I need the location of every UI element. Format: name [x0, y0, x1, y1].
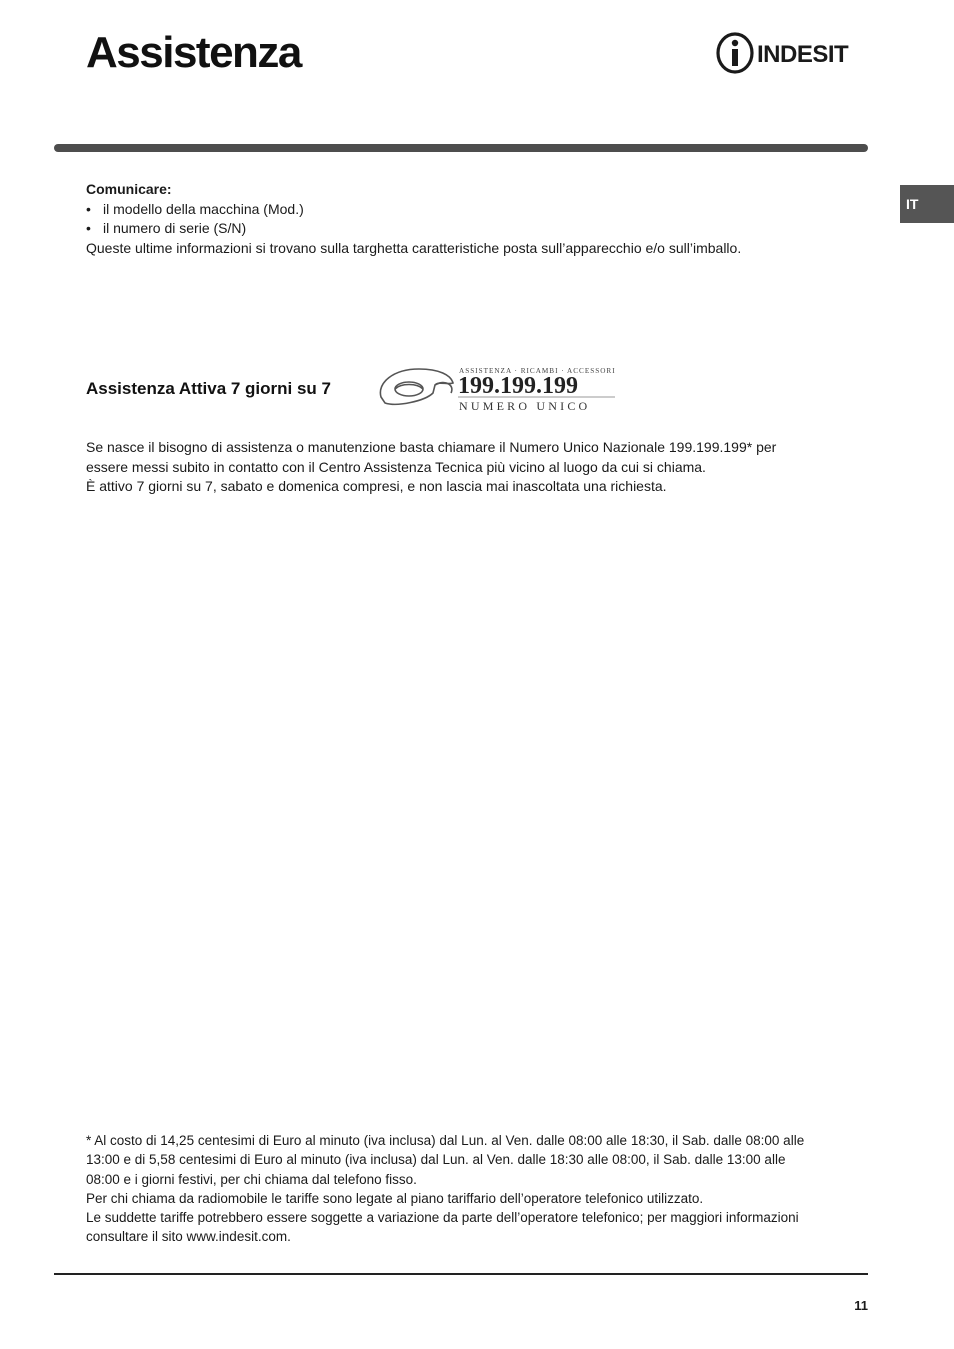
- telephone-icon: [380, 369, 453, 404]
- footnote-line: 08:00 e i giorni festivi, per chi chiama dal telefono fisso.: [86, 1171, 417, 1187]
- bullet-text: il modello della macchina (Mod.): [103, 200, 304, 217]
- indesit-logo: [715, 31, 871, 75]
- badge-number: 199.199.199: [458, 373, 578, 399]
- paragraph-line: Se nasce il bisogno di assistenza o manutenzione basta chiamare il Numero Unico Nazionale 199.199.199* per: [86, 439, 777, 455]
- footnote-line: consultare il sito www.indesit.com.: [86, 1229, 291, 1245]
- top-divider: [54, 144, 868, 152]
- paragraph-line: È attivo 7 giorni su 7, sabato e domenica compresi, e non lascia mai inascoltata una richiesta.: [86, 478, 667, 494]
- communicate-section: [86, 180, 886, 258]
- list-item: [86, 219, 886, 239]
- badge-tagline: ASSISTENZA · RICAMBI · ACCESSORI: [459, 367, 616, 375]
- communicate-heading: Comunicare:: [86, 181, 172, 197]
- tariff-footnote: [86, 1131, 886, 1247]
- numero-unico-badge: [375, 363, 620, 415]
- assistance-text: [86, 438, 886, 497]
- bottom-divider: [54, 1273, 868, 1275]
- paragraph-line: essere messi subito in contatto con il Centro Assistenza Tecnica più vicino al luogo da cui si chiama.: [86, 458, 706, 475]
- page-title: Assistenza: [86, 28, 301, 77]
- badge-caption: NUMERO UNICO: [459, 399, 591, 413]
- communicate-note: Queste ultime informazioni si trovano sulla targhetta caratteristiche posta sull’apparecchio e/o sull’imballo.: [86, 239, 742, 256]
- brand-wordmark: INDESIT: [757, 41, 849, 68]
- footnote-line: Per chi chiama da radiomobile le tariffe sono legate al piano tariffario dell’operatore telefonico utilizzato.: [86, 1190, 704, 1206]
- language-tab: IT: [900, 185, 954, 223]
- footnote-line: Le suddette tariffe potrebbero essere soggette a variazione da parte dell’operatore telefonico; per maggiori informazioni: [86, 1210, 799, 1226]
- bullet-text: il numero di serie (S/N): [103, 220, 247, 236]
- page-number: 11: [854, 1298, 868, 1313]
- footnote-line: 13:00 e di 5,58 centesimi di Euro al minuto (iva inclusa) dal Lun. al Ven. dalle 18:30 alle 08:00, il Sab. dalle 13:00 alle: [86, 1152, 786, 1168]
- bullet-marker: •: [86, 220, 91, 236]
- bullet-marker: •: [86, 200, 91, 217]
- footnote-line: * Al costo di 14,25 centesimi di Euro al minuto (iva inclusa) dal Lun. al Ven. dalle 08:00 alle 18:30, il Sab. dalle 08:00 alle: [86, 1133, 805, 1148]
- assistance-heading: Assistenza Attiva 7 giorni su 7: [86, 379, 331, 398]
- list-item: [86, 200, 886, 220]
